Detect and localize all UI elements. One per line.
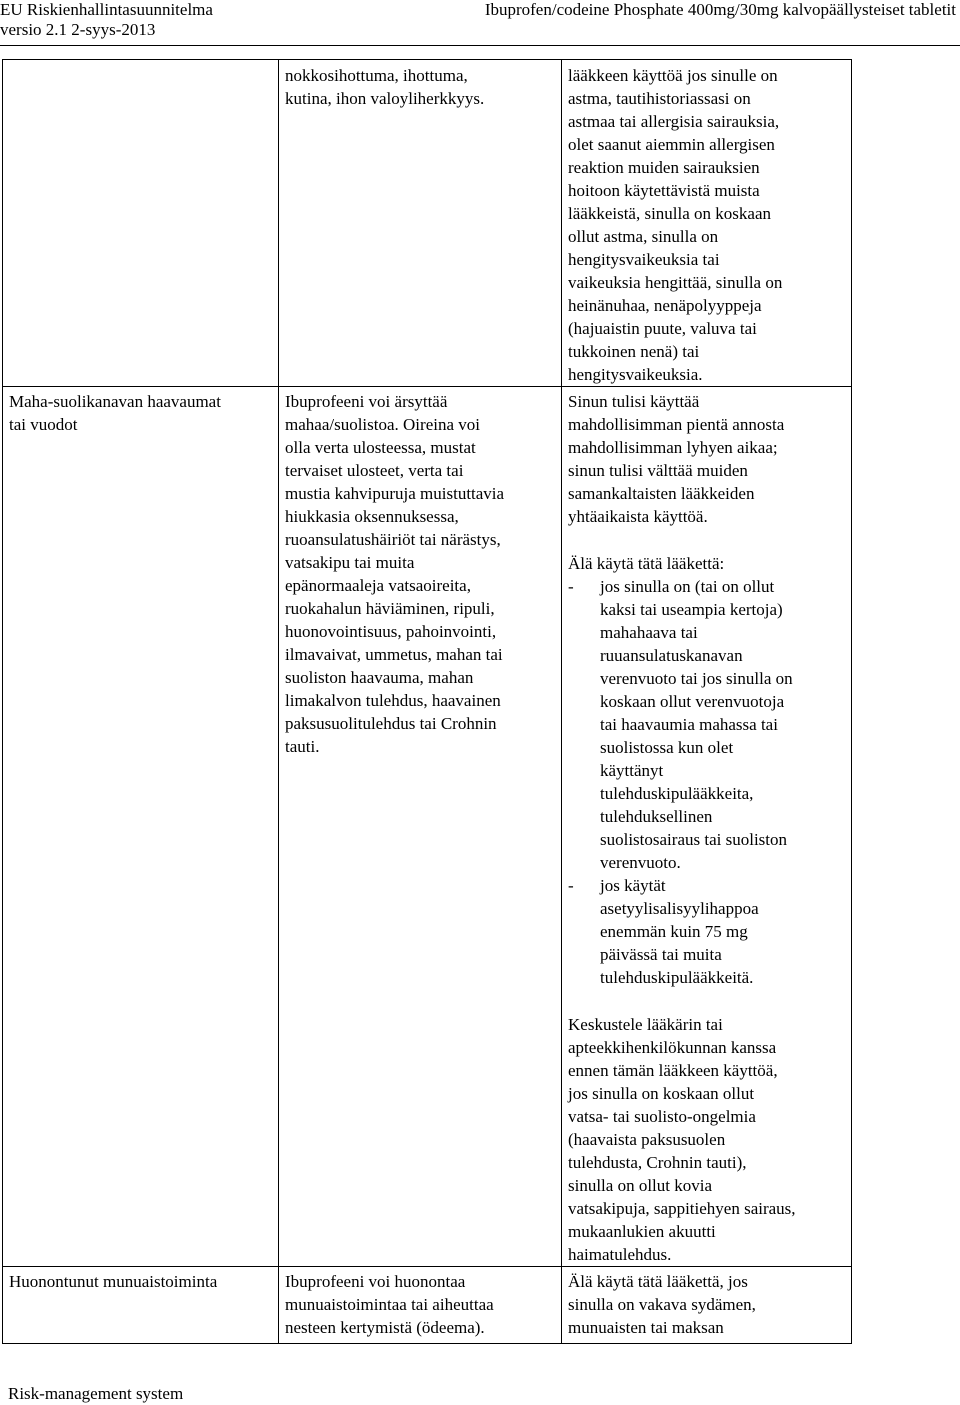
advice-cell xyxy=(562,1267,852,1344)
advice-outro: Keskustele lääkärin tai apteekkihenkilökunnan kanssa ennen tämän lääkkeen käyttöä, jos sinulla on koskaan ollut vatsa- tai suolisto-ongelmia (haavaista paksusuolen tulehdusta, Crohnin tauti), sinulla on ollut kovia vatsakipuja, sappitiehyen sairaus, mukaanlukien akuutti haimatulehdus. xyxy=(568,1015,796,1264)
description-cell xyxy=(279,60,562,387)
header-divider xyxy=(0,45,960,46)
risk-name: Huonontunut munuaistoiminta xyxy=(9,1272,218,1291)
risk-name: Maha-suolikanavan haavaumat tai vuodot xyxy=(9,392,221,434)
page-footer: Risk-management system xyxy=(8,1384,184,1403)
table-row xyxy=(3,60,852,387)
advice-cell xyxy=(562,60,852,387)
risk-description: Ibuprofeeni voi ärsyttää mahaa/suolistoa. Oireina voi olla verta ulosteessa, mustat tervaiset ulosteet, verta tai mustia kahvipuruja muistuttavia hiukkasia oksennuksessa, ruoansulatushäiriöt tai närästys, vatsakipu tai muita epänormaaleja vatsaoireita, ruokahalun häviäminen, ripuli, huonovointisuus, pahoinvointi, ilmavaivat, ummetus, mahan tai suoliston haavauma, mahan limakalvon tulehdus, haavainen paksusuolitulehdus tai Crohnin tauti. xyxy=(285,392,505,756)
risk-advice: lääkkeen käyttöä jos sinulle on astma, tautihistoriassasi on astmaa tai allergisia sairauksia, olet saanut aiemmin allergisen reaktion muiden sairauksien hoitoon käytettävistä muista lääkkeistä, sinulla on koskaan ollut astma, sinulla on hengitysvaikeuksia tai vaikeuksia hengittää, sinulla on heinänuhaa, nenäpolyyppeja (hajuaistin puute, valuva tai tukkoinen nenä) tai hengitysvaikeuksia. xyxy=(568,66,783,384)
contraindication-list xyxy=(568,575,845,989)
advice-intro: Sinun tulisi käyttää mahdollisimman pientä annosta mahdollisimman lyhyen aikaa; sinun tulisi välttää muiden samankaltaisten lääkkeiden yhtäaikaista käyttöä. xyxy=(568,392,785,526)
risk-cell xyxy=(3,60,279,387)
bullet-dash: - xyxy=(568,577,574,596)
product-name: Ibuprofen/codeine Phosphate 400mg/30mg kalvopäällysteiset tabletit xyxy=(484,0,956,19)
table-row xyxy=(3,1267,852,1344)
risk-cell xyxy=(3,387,279,1267)
table-row xyxy=(3,387,852,1267)
advice-heading: Älä käytä tätä lääkettä: xyxy=(568,554,725,573)
list-item xyxy=(568,874,845,989)
document-title: EU Riskienhallintasuunnitelma xyxy=(0,0,213,19)
risk-description: Ibuprofeeni voi huonontaa munuaistoimintaa tai aiheuttaa nesteen kertymistä (ödeema). xyxy=(285,1272,494,1337)
risk-description: nokkosihottuma, ihottuma, kutina, ihon valoyliherkkyys. xyxy=(285,66,485,108)
description-cell xyxy=(279,387,562,1267)
risk-table xyxy=(2,59,852,1344)
bullet-text: jos sinulla on (tai on ollut kaksi tai useampia kertoja) mahahaava tai ruuansulatuskanavan verenvuoto tai jos sinulla on koskaan ollut verenvuotoja tai haavaumia mahassa tai suolistossa kun olet käyttänyt tulehduskipulääkkeita, tulehduksellinen suolistosairaus tai suoliston verenvuoto. xyxy=(600,577,793,872)
bullet-dash: - xyxy=(568,876,574,895)
risk-advice: Älä käytä tätä lääkettä, jos sinulla on vakava sydämen, munuaisten tai maksan xyxy=(568,1272,756,1337)
list-item xyxy=(568,575,845,874)
page-header xyxy=(0,0,960,50)
description-cell xyxy=(279,1267,562,1344)
risk-cell xyxy=(3,1267,279,1344)
bullet-text: jos käytät asetyylisalisyylihappoa enemmän kuin 75 mg päivässä tai muita tulehduskipulääkkeitä. xyxy=(600,876,759,987)
advice-cell xyxy=(562,387,852,1267)
document-version: versio 2.1 2-syys-2013 xyxy=(0,20,156,39)
